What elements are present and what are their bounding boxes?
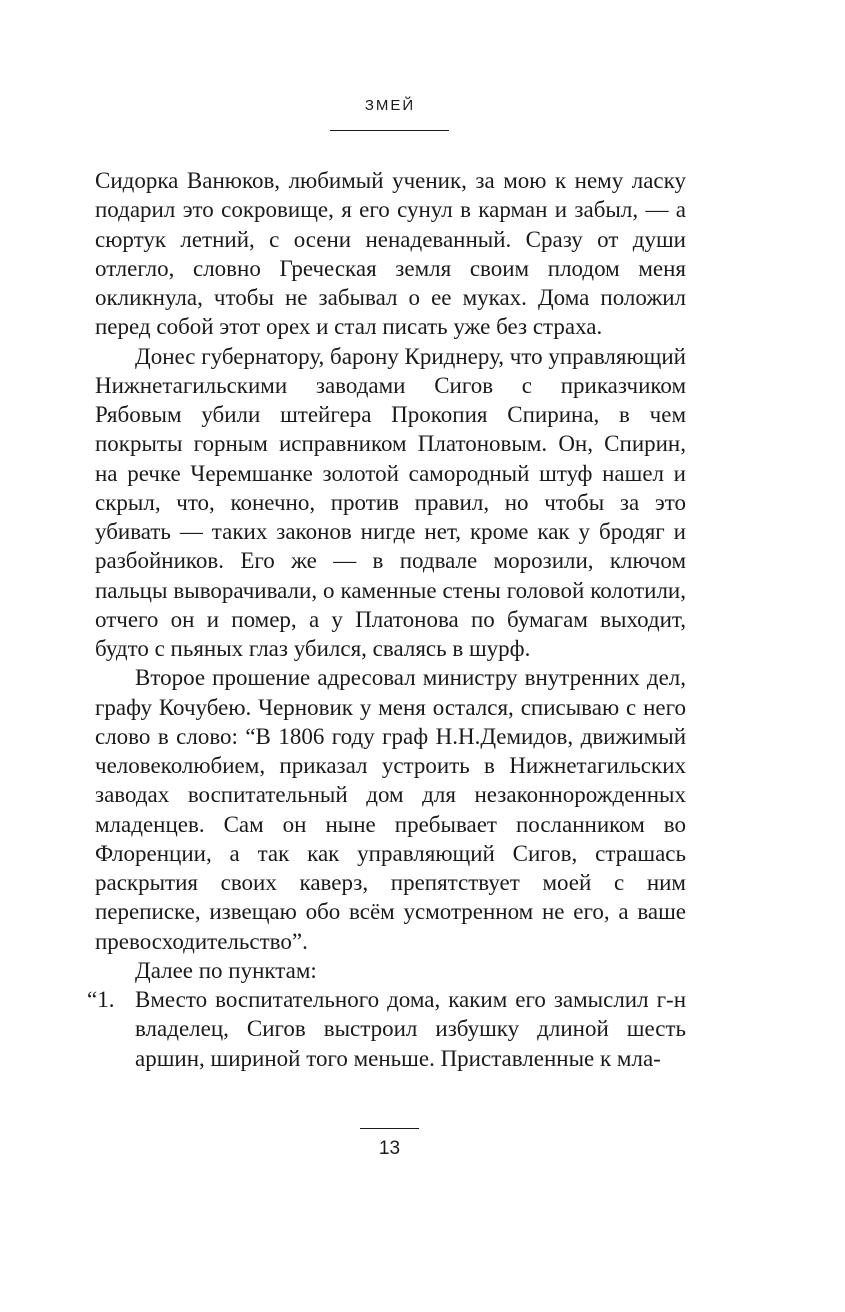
list-marker: “1. bbox=[87, 987, 115, 1012]
running-title: ЗМЕЙ bbox=[364, 97, 416, 114]
page-number: 13 bbox=[378, 1138, 401, 1159]
numbered-item-1 bbox=[87, 985, 686, 1073]
body-text bbox=[87, 166, 686, 1073]
paragraph-1: Сидорка Ванюков, любимый ученик, за мою к нему ласку подарил это сокровище, я его сунул в карман и забыл, — а сюртук летний, с осени ненадеванный. Сразу от души отлегло, словно Греческая земля своим плодом меня окликнула, чтобы не забывал о ее муках. Дома положил перед собой этот орех и стал писать уже без страха. bbox=[95, 168, 686, 340]
footer-rule bbox=[360, 1128, 419, 1129]
paragraph-2: Донес губернатору, барону Криднеру, что управляющий Нижнетагильскими заводами Сигов с приказчиком Рябовым убили штейгера Прокопия Спирина, в чем покрыты горным исправником Платоновым. Он, Спирин, на речке Черемшанке золотой самородный штуф нашел и скрыл, что, конечно, против правил, но чтобы за это убивать — таких законов нигде нет, кроме как у бродяг и разбойников. Его же — в подвале морозили, ключом пальцы выворачивали, о каменные стены головой колотили, отчего он и помер, а у Платонова по бумагам выходит, будто с пьяных глаз убился, свалясь в шурф. bbox=[95, 343, 686, 661]
list-item-text: Вместо воспитательного дома, каким его замыслил г-н владелец, Сигов выстроил избушку длиной шесть аршин, шириной того меньше. Приставленные к мла- bbox=[135, 987, 686, 1071]
header-rule bbox=[330, 130, 449, 131]
paragraph-3: Второе прошение адресовал министру внутренних дел, графу Кочубею. Черновик у меня остался, списываю с него слово в слово: “В 1806 году граф Н.Н.Демидов, движимый человеколюбием, приказал устроить в Нижнетагильских заводах воспитательный дом для незаконнорожденных младенцев. Сам он ныне пребывает посланником во Флоренции, а так как управляющий Сигов, страшась раскрытия своих каверз, препятствует моей с ним переписке, извещаю обо всём усмотренном не его, а ваше превосходительство”. bbox=[95, 665, 686, 954]
paragraph-4: Далее по пунктам: bbox=[135, 957, 317, 983]
